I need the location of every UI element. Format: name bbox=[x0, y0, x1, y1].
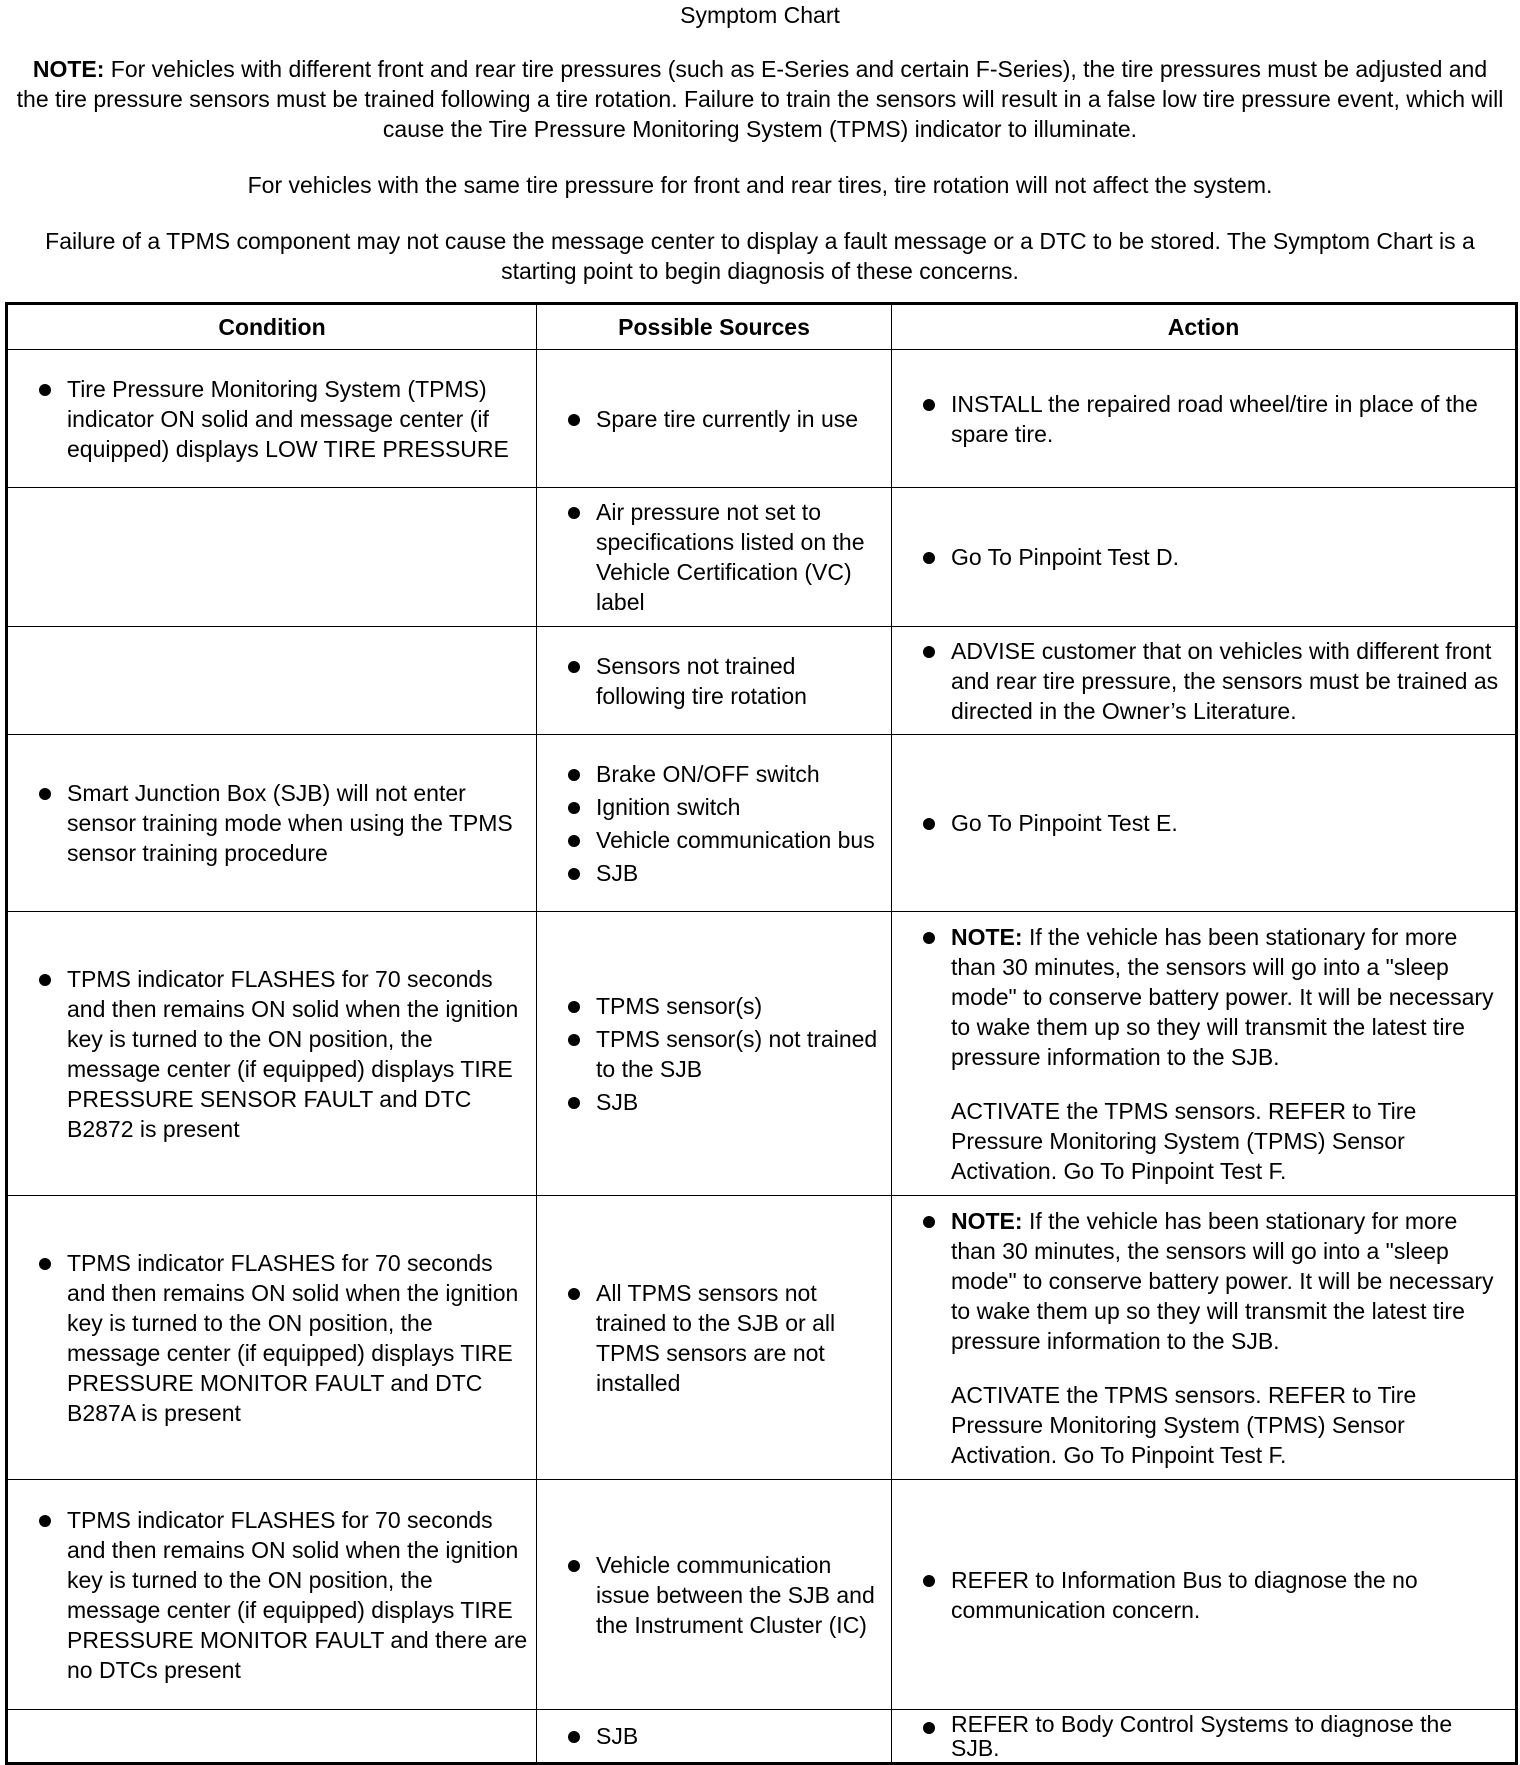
action-item: Go To Pinpoint Test E. bbox=[898, 808, 1507, 838]
action-cell bbox=[892, 912, 1517, 1196]
sources-cell bbox=[537, 735, 892, 912]
source-item: SJB bbox=[543, 1721, 883, 1751]
action-note-text: If the vehicle has been stationary for more than 30 minutes, the sensors will go into a "sleep mode" to conserve battery power. It will be necessary to wake them up so they will transmit the latest tire pressure information to the SJB. bbox=[951, 923, 1494, 1070]
table-row bbox=[7, 350, 1517, 488]
table-header-row bbox=[7, 304, 1517, 350]
action-cell bbox=[892, 1710, 1517, 1764]
symptom-table bbox=[5, 302, 1518, 1765]
table-row bbox=[7, 1196, 1517, 1480]
condition-item: TPMS indicator FLASHES for 70 seconds and then remains ON solid when the ignition key is turned to the ON position, the message center (if equipped) displays TIRE PRESSURE SENSOR FAULT and DTC B2872 is present bbox=[14, 964, 528, 1144]
intro-note bbox=[14, 54, 1506, 144]
condition-cell bbox=[7, 488, 537, 627]
source-item: All TPMS sensors not trained to the SJB or all TPMS sensors are not installed bbox=[543, 1278, 883, 1398]
condition-cell bbox=[7, 350, 537, 488]
condition-item: Smart Junction Box (SJB) will not enter sensor training mode when using the TPMS sensor training procedure bbox=[14, 778, 528, 868]
source-item: TPMS sensor(s) bbox=[543, 991, 883, 1021]
source-item: SJB bbox=[543, 1087, 883, 1117]
action-item: ADVISE customer that on vehicles with different front and rear tire pressure, the sensors must be trained as directed in the Owner’s Literature. bbox=[898, 636, 1507, 726]
table-row bbox=[7, 488, 1517, 627]
sources-cell bbox=[537, 912, 892, 1196]
source-item: Sensors not trained following tire rotation bbox=[543, 651, 883, 711]
table-row bbox=[7, 1480, 1517, 1710]
action-note-label: NOTE: bbox=[951, 923, 1023, 950]
page-title: Symptom Chart bbox=[680, 2, 840, 28]
condition-cell bbox=[7, 1710, 537, 1764]
source-item: SJB bbox=[543, 858, 883, 888]
action-item: INSTALL the repaired road wheel/tire in place of the spare tire. bbox=[898, 389, 1507, 449]
intro-paragraph-2: For vehicles with the same tire pressure for front and rear tires, tire rotation will not affect the system. bbox=[247, 172, 1273, 198]
condition-cell bbox=[7, 735, 537, 912]
action-cell bbox=[892, 350, 1517, 488]
sources-cell bbox=[537, 1480, 892, 1710]
note-label: NOTE: bbox=[32, 56, 105, 82]
action-instruction: ACTIVATE the TPMS sensors. REFER to Tire Pressure Monitoring System (TPMS) Sensor Activation. Go To Pinpoint Test F. bbox=[951, 1097, 1417, 1184]
sources-cell bbox=[537, 1196, 892, 1480]
action-cell bbox=[892, 1480, 1517, 1710]
action-cell bbox=[892, 1196, 1517, 1480]
note-text: For vehicles with different front and rear tire pressures (such as E-Series and certain F-Series), the tire pressures must be adjusted and the tire pressure sensors must be trained following a tire rotation. Failure to train the sensors will result in a false low tire pressure event, which will cause the Tire Pressure Monitoring System (TPMS) indicator to illuminate. bbox=[16, 56, 1504, 142]
source-item: Ignition switch bbox=[543, 792, 883, 822]
condition-cell bbox=[7, 1480, 537, 1710]
table-row bbox=[7, 627, 1517, 735]
sources-cell bbox=[537, 350, 892, 488]
action-note bbox=[898, 922, 1507, 1072]
sources-cell bbox=[537, 488, 892, 627]
condition-item: TPMS indicator FLASHES for 70 seconds and then remains ON solid when the ignition key is turned to the ON position, the message center (if equipped) displays TIRE PRESSURE MONITOR FAULT and DTC B287A is present bbox=[14, 1248, 528, 1428]
action-note-label: NOTE: bbox=[951, 1207, 1023, 1234]
action-instruction: ACTIVATE the TPMS sensors. REFER to Tire Pressure Monitoring System (TPMS) Sensor Activation. Go To Pinpoint Test F. bbox=[951, 1381, 1417, 1468]
source-item: Air pressure not set to specifications listed on the Vehicle Certification (VC) label bbox=[543, 497, 883, 617]
source-item: TPMS sensor(s) not trained to the SJB bbox=[543, 1024, 883, 1084]
condition-cell bbox=[7, 627, 537, 735]
source-item: Brake ON/OFF switch bbox=[543, 759, 883, 789]
condition-cell bbox=[7, 1196, 537, 1480]
condition-item: Tire Pressure Monitoring System (TPMS) indicator ON solid and message center (if equipped) displays LOW TIRE PRESSURE bbox=[14, 374, 528, 464]
action-cell bbox=[892, 627, 1517, 735]
source-item: Vehicle communication bus bbox=[543, 825, 883, 855]
source-item: Vehicle communication issue between the SJB and the Instrument Cluster (IC) bbox=[543, 1550, 883, 1640]
action-cell bbox=[892, 488, 1517, 627]
table-row bbox=[7, 1710, 1517, 1764]
condition-cell bbox=[7, 912, 537, 1196]
header-action: Action bbox=[892, 304, 1517, 350]
action-note-text: If the vehicle has been stationary for more than 30 minutes, the sensors will go into a "sleep mode" to conserve battery power. It will be necessary to wake them up so they will transmit the latest tire pressure information to the SJB. bbox=[951, 1207, 1494, 1354]
header-possible-sources: Possible Sources bbox=[537, 304, 892, 350]
table-row bbox=[7, 912, 1517, 1196]
action-item: Go To Pinpoint Test D. bbox=[898, 542, 1507, 572]
condition-item: TPMS indicator FLASHES for 70 seconds and then remains ON solid when the ignition key is turned to the ON position, the message center (if equipped) displays TIRE PRESSURE MONITOR FAULT and there are no DTCs present bbox=[14, 1505, 528, 1685]
intro-paragraph-3: Failure of a TPMS component may not cause the message center to display a fault message or a DTC to be stored. The Symptom Chart is a starting point to begin diagnosis of these concerns. bbox=[45, 228, 1475, 284]
source-item: Spare tire currently in use bbox=[543, 404, 883, 434]
table-row bbox=[7, 735, 1517, 912]
action-note bbox=[898, 1206, 1507, 1356]
action-item: REFER to Information Bus to diagnose the no communication concern. bbox=[898, 1565, 1507, 1625]
header-condition: Condition bbox=[7, 304, 537, 350]
sources-cell bbox=[537, 1710, 892, 1764]
sources-cell bbox=[537, 627, 892, 735]
action-item: REFER to Body Control Systems to diagnose the SJB. bbox=[898, 1712, 1507, 1760]
action-cell bbox=[892, 735, 1517, 912]
